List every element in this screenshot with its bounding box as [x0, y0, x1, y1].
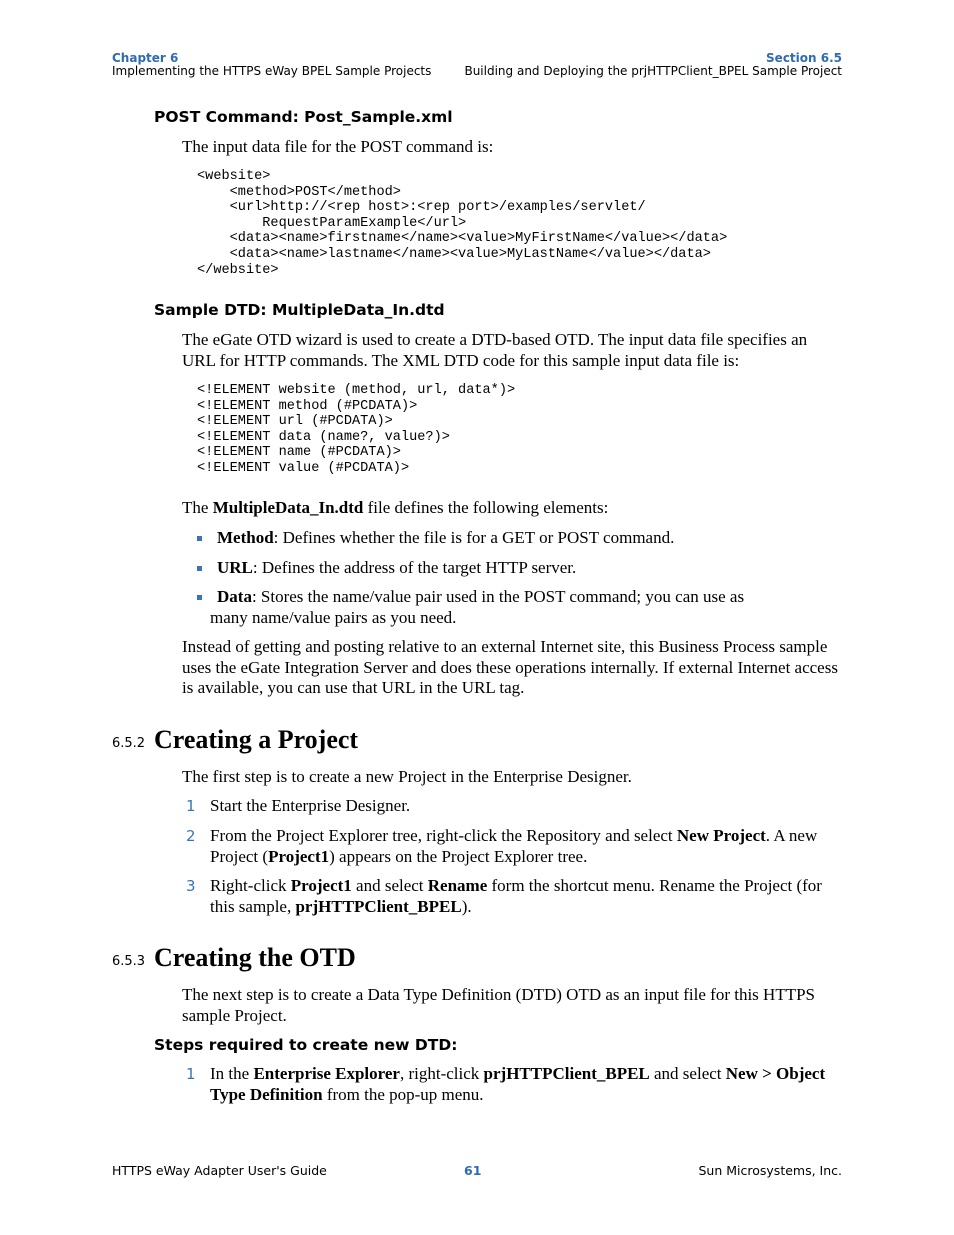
section-652-intro: The first step is to create a new Project in the Enterprise Designer. — [182, 767, 632, 786]
bullet-method — [197, 528, 842, 549]
running-header-right — [464, 52, 842, 78]
post-command-intro: The input data file for the POST command is: — [182, 137, 494, 156]
footer-company: Sun Microsystems, Inc. — [698, 1163, 842, 1178]
step-bold: Enterprise Explorer — [253, 1064, 400, 1083]
step-text: From the Project Explorer tree, right-click the Repository and select — [210, 826, 677, 845]
step-text: form the shortcut menu. Rename the Project (for this sample, — [210, 876, 822, 916]
sample-dtd-intro: The eGate OTD wizard is used to create a DTD-based OTD. The input data file specifies an URL for HTTP commands. The XML DTD code for this sample input data file is: — [182, 330, 808, 370]
bullet-square-icon — [197, 595, 202, 600]
steps-heading: Steps required to create new DTD: — [154, 1036, 458, 1054]
section-653-intro: The next step is to create a Data Type Definition (DTD) OTD as an input file for this HTTPS sample Project. — [182, 985, 816, 1025]
step-number: 1 — [186, 797, 196, 815]
step-bold: prjHTTPClient_BPEL — [483, 1064, 650, 1083]
section-label: Section 6.5 — [766, 51, 842, 65]
bullet-square-icon — [197, 536, 202, 541]
page-number: 61 — [464, 1163, 482, 1178]
step-1 — [186, 1064, 842, 1105]
running-header-left — [112, 52, 431, 78]
step-number: 1 — [186, 1065, 196, 1083]
bullet-text-continued: many name/value pairs as you need. — [210, 607, 457, 627]
step-bold: prjHTTPClient_BPEL — [295, 896, 462, 916]
section-heading: Creating a Project — [154, 725, 359, 754]
bullet-term: URL — [217, 558, 253, 577]
step-2 — [186, 826, 842, 867]
bullet-term: Method — [217, 528, 274, 547]
step-text: and select — [351, 876, 428, 895]
step-text: In the — [210, 1064, 254, 1083]
chapter-label: Chapter 6 — [112, 51, 179, 65]
defines-filename: MultipleData_In.dtd — [212, 498, 364, 517]
bullet-text: : Defines whether the file is for a GET or POST command. — [273, 528, 675, 547]
section-number: 6.5.2 — [112, 736, 146, 751]
step-text: Right-click — [210, 876, 291, 895]
dtd-defines-paragraph — [182, 498, 842, 519]
bullet-text: : Stores the name/value pair used in the POST command; you can use as — [251, 587, 745, 606]
step-bold: Project1 — [268, 846, 330, 866]
step-text: ). — [461, 896, 472, 916]
bullet-square-icon — [197, 566, 202, 571]
sample-dtd-heading: Sample DTD: MultipleData_In.dtd — [154, 301, 445, 319]
step-3 — [186, 876, 842, 917]
section-number: 6.5.3 — [112, 954, 146, 969]
step-text: , right-click — [399, 1064, 484, 1083]
section-title: Building and Deploying the prjHTTPClient_BPEL Sample Project — [464, 64, 842, 78]
bullet-text: : Defines the address of the target HTTP server. — [252, 558, 577, 577]
footer-guide-title: HTTPS eWay Adapter User's Guide — [112, 1163, 327, 1178]
section-heading: Creating the OTD — [154, 943, 356, 972]
step-text: from the pop-up menu. — [322, 1084, 484, 1104]
defines-post: file defines the following elements: — [363, 498, 609, 517]
defines-pre: The — [182, 498, 213, 517]
step-text: . A new Project ( — [210, 826, 818, 866]
bullet-url — [197, 558, 842, 579]
step-bold: New > Object Type Definition — [210, 1064, 826, 1104]
post-sample-code: <website> <method>POST</method> <url>http://<rep host>:<rep port>/examples/servlet/ RequestParamExample</url> <data><name>firstname</name><value>MyFirstName</value></data> <data><name>lastname</name><value>MyLastName</value></data> </website> — [197, 169, 728, 278]
step-bold: Rename — [427, 876, 488, 895]
step-1 — [186, 796, 842, 817]
post-command-heading: POST Command: Post_Sample.xml — [154, 108, 453, 126]
dtd-outro: Instead of getting and posting relative to an external Internet site, this Business Process sample uses the eGate Integration Server and does these operations internally. If external Internet access is available, you can use that URL in the URL tag. — [182, 637, 838, 697]
chapter-title: Implementing the HTTPS eWay BPEL Sample Projects — [112, 64, 432, 78]
bullet-data — [197, 587, 842, 628]
bullet-term: Data — [217, 587, 252, 606]
step-number: 2 — [186, 827, 196, 845]
dtd-code: <!ELEMENT website (method, url, data*)> <!ELEMENT method (#PCDATA)> <!ELEMENT url (#PCDATA)> <!ELEMENT data (name?, value?)> <!ELEMENT name (#PCDATA)> <!ELEMENT value (#PCDATA)> — [197, 383, 516, 476]
step-bold: New Project — [676, 826, 766, 845]
step-text: and select — [649, 1064, 726, 1083]
step-text: ) appears on the Project Explorer tree. — [329, 846, 588, 866]
step-text: Start the Enterprise Designer. — [210, 796, 411, 815]
step-bold: Project1 — [290, 876, 352, 895]
step-number: 3 — [186, 877, 196, 895]
